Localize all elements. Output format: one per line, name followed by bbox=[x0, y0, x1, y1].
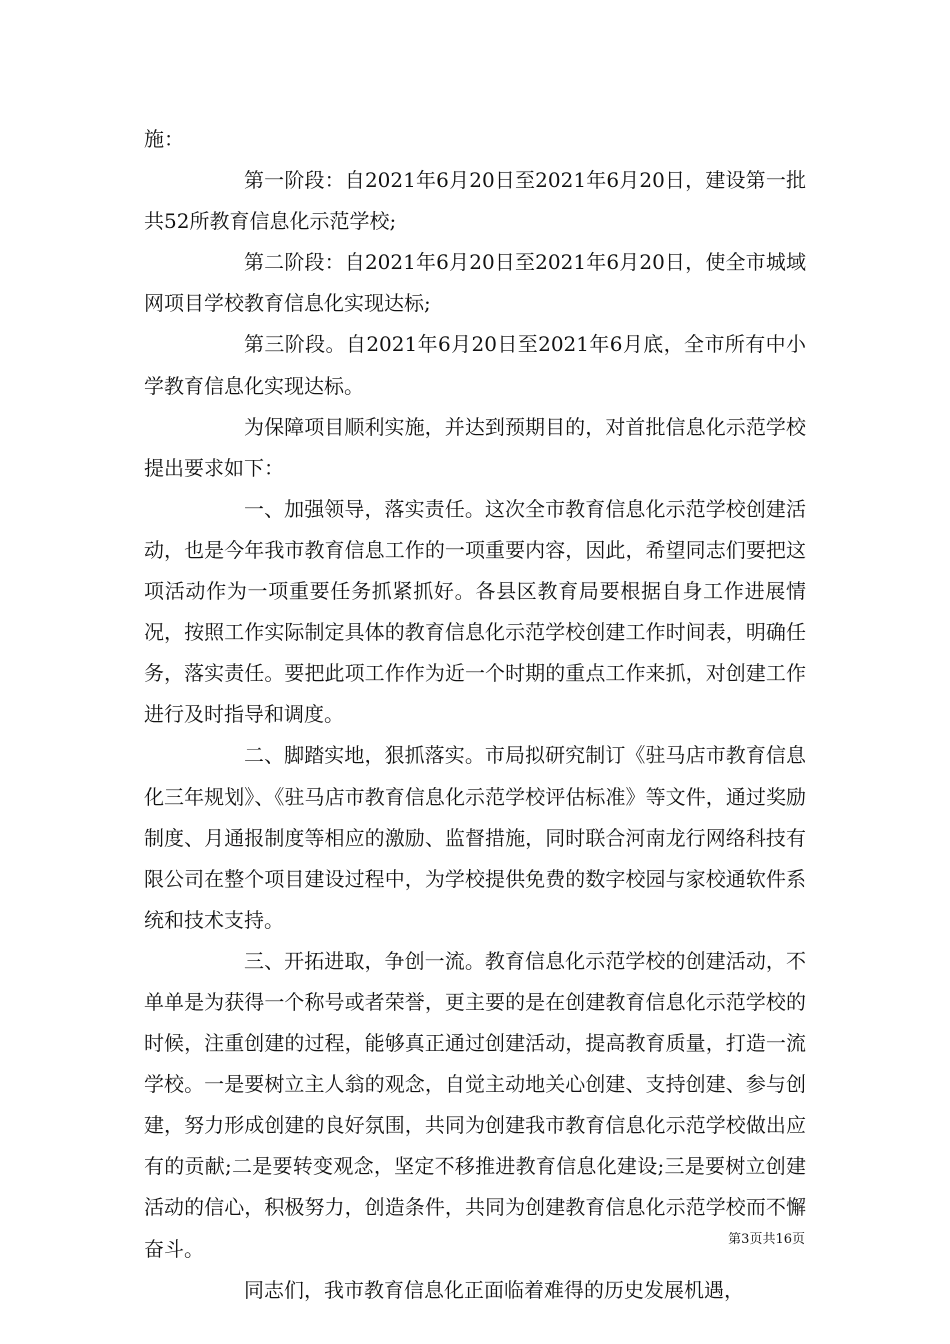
paragraph-closing: 同志们，我市教育信息化正面临着难得的历史发展机遇， bbox=[244, 1277, 744, 1302]
paragraph-phase-one: 第一阶段：自2021年6月20日至2021年6月20日，建设第一批共52所教育信息化示范学校; bbox=[144, 168, 806, 234]
document-body bbox=[144, 119, 806, 1311]
paragraph-requirements-intro: 为保障项目顺利实施，并达到预期目的，对首批信息化示范学校提出要求如下： bbox=[144, 414, 806, 480]
paragraph-requirement-one: 一、加强领导，落实责任。这次全市教育信息化示范学校创建活动，也是今年我市教育信息工作的一项重要内容，因此，希望同志们要把这项活动作为一项重要任务抓紧抓好。各县区教育局要根据自身工作进展情况，按照工作实际制定具体的教育信息化示范学校创建工作时间表，明确任务，落实责任。要把此项工作作为近一个时期的重点工作来抓，对创建工作进行及时指导和调度。 bbox=[144, 496, 806, 727]
paragraph-requirement-three: 三、开拓进取，争创一流。教育信息化示范学校的创建活动，不单单是为获得一个称号或者荣誉，更主要的是在创建教育信息化示范学校的时候，注重创建的过程，能够真正通过创建活动，提高教育质量，打造一流学校。一是要树立主人翁的观念，自觉主动地关心创建、支持创建、参与创建，努力形成创建的良好氛围，共同为创建我市教育信息化示范学校做出应有的贡献;二是要转变观念，坚定不移推进教育信息化建设;三是要树立创建活动的信心，积极努力，创造条件，共同为创建教育信息化示范学校而不懈奋斗。 bbox=[144, 948, 806, 1261]
page-number-footer: 第3页共16页 bbox=[728, 1232, 805, 1247]
paragraph-continuation: 施： bbox=[144, 127, 184, 151]
paragraph-requirement-two: 二、脚踏实地，狠抓落实。市局拟研究制订《驻马店市教育信息化三年规划》、《驻马店市教育信息化示范学校评估标准》等文件，通过奖励制度、月通报制度等相应的激励、监督措施，同时联合河南龙行网络科技有限公司在整个项目建设过程中，为学校提供免费的数字校园与家校通软件系统和技术支持。 bbox=[144, 743, 806, 932]
paragraph-phase-three: 第三阶段。自2021年6月20日至2021年6月底，全市所有中小学教育信息化实现达标。 bbox=[144, 332, 806, 398]
paragraph-phase-two: 第二阶段：自2021年6月20日至2021年6月20日，使全市城域网项目学校教育信息化实现达标; bbox=[144, 250, 806, 316]
